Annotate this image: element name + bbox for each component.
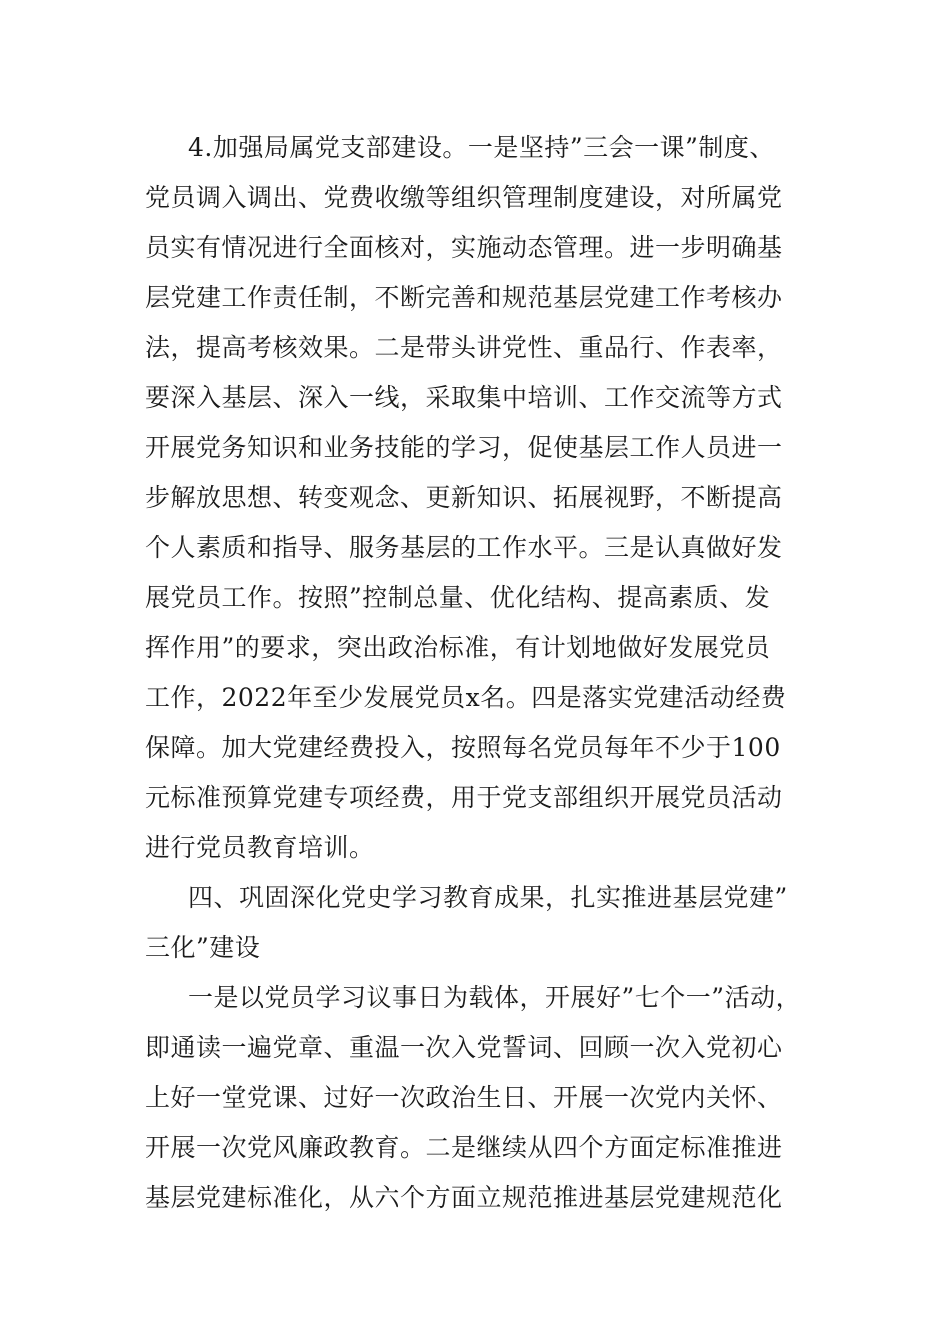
- text-line: 员实有情况进行全面核对，实施动态管理。进一步明确基: [145, 233, 783, 262]
- text-line: 工作，2022年至少发展党员x名。四是落实党建活动经费: [145, 683, 787, 712]
- text-line: 保障。加大党建经费投入，按照每名党员每年不少于100: [145, 733, 781, 762]
- text-line: 元标准预算党建专项经费，用于党支部组织开展党员活动: [145, 783, 783, 812]
- text-line: 要深入基层、深入一线，采取集中培训、工作交流等方式: [145, 383, 783, 412]
- text-line: 即通读一遍党章、重温一次入党誓词、回顾一次入党初心: [145, 1033, 783, 1062]
- text-line: 个人素质和指导、服务基层的工作水平。三是认真做好发: [145, 533, 783, 562]
- text-line: 4.加强局属党支部建设。一是坚持”三会一课”制度、: [188, 133, 775, 162]
- section-heading: 三化”建设: [145, 933, 261, 962]
- text-line: 挥作用”的要求，突出政治标准，有计划地做好发展党员: [145, 633, 771, 662]
- text-line: 一是以党员学习议事日为载体，开展好”七个一”活动，: [188, 983, 802, 1012]
- text-line: 开展党务知识和业务技能的学习，促使基层工作人员进一: [145, 433, 783, 462]
- text-line: 上好一堂党课、过好一次政治生日、开展一次党内关怀、: [145, 1083, 783, 1112]
- text-line: 法，提高考核效果。二是带头讲党性、重品行、作表率，: [145, 333, 783, 362]
- text-line: 进行党员教育培训。: [145, 833, 375, 862]
- text-line: 开展一次党风廉政教育。二是继续从四个方面定标准推进: [145, 1133, 783, 1162]
- section-heading: 四、巩固深化党史学习教育成果，扎实推进基层党建”: [188, 883, 788, 912]
- text-line: 展党员工作。按照”控制总量、优化结构、提高素质、发: [145, 583, 771, 612]
- text-line: 党员调入调出、党费收缴等组织管理制度建设，对所属党: [145, 183, 783, 212]
- text-line: 基层党建标准化，从六个方面立规范推进基层党建规范化: [145, 1183, 783, 1212]
- text-line: 步解放思想、转变观念、更新知识、拓展视野，不断提高: [145, 483, 783, 512]
- text-line: 层党建工作责任制，不断完善和规范基层党建工作考核办: [145, 283, 783, 312]
